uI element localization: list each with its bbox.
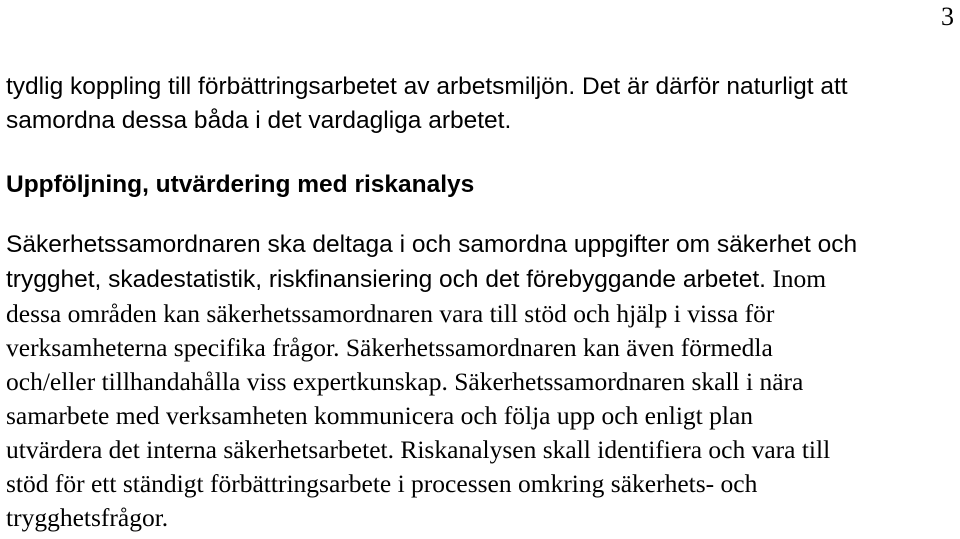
section-line: utvärdera det interna säkerhetsarbetet. Riskanalysen skall identifiera och vara till (6, 435, 831, 464)
section-line-sans-part: trygghet, skadestatistik, riskfinansiering och det förebyggande arbetet. (6, 266, 766, 293)
section-line: dessa områden kan säkerhetssamordnaren vara till stöd och hjälp i vissa för (6, 299, 775, 328)
section-line: stöd för ett ständigt förbättringsarbete i processen omkring säkerhets- och (6, 469, 758, 498)
intro-line: tydlig koppling till förbättringsarbetet av arbetsmiljön. Det är därför naturligt att (6, 73, 848, 100)
intro-paragraph (6, 70, 958, 138)
page-number: 3 (941, 2, 954, 31)
section-line: verksamheterna specifika frågor. Säkerhetssamordnaren kan även förmedla (6, 333, 773, 362)
section-line-mixed (6, 262, 958, 297)
section-line: och/eller tillhandahålla viss expertkunskap. Säkerhetssamordnaren skall i nära (6, 367, 804, 396)
section-paragraph (6, 228, 958, 535)
section-line: Säkerhetssamordnaren ska deltaga i och samordna uppgifter om säkerhet och (6, 231, 858, 258)
section-line: samarbete med verksamheten kommunicera och följa upp och enligt plan (6, 401, 754, 430)
section-heading: Uppföljning, utvärdering med riskanalys (6, 171, 475, 198)
section-line: trygghetsfrågor. (6, 503, 169, 532)
document-body (6, 70, 958, 535)
intro-line: samordna dessa båda i det vardagliga arbetet. (6, 107, 512, 134)
section-line-serif-part: Inom (765, 264, 827, 293)
